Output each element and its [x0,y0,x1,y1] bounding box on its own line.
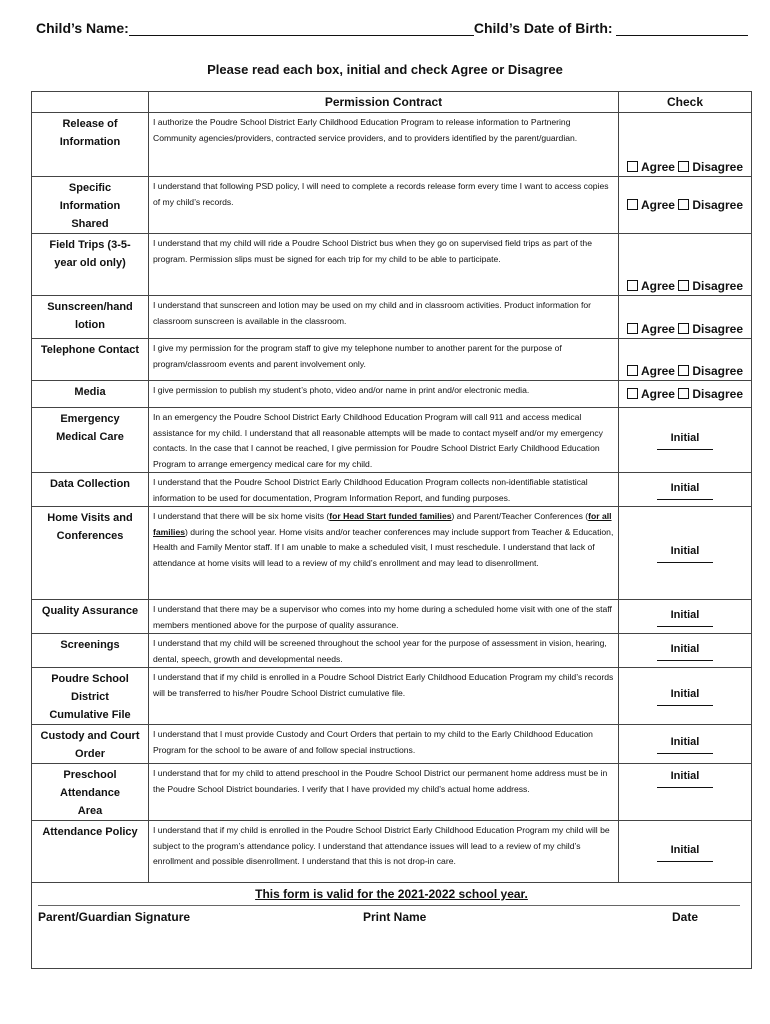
signature-line[interactable] [38,905,740,906]
row-text: I authorize the Poudre School District Early Childhood Education Program to release information to Partnering Community agencies/providers, contracted service providers, and to providers identified by the parent/guardian. [149,113,619,177]
footer-row [32,883,752,969]
row-text: I give my permission for the program staff to give my telephone number to another parent for the purpose of program/classroom events and parent involvement only. [149,339,619,381]
row-label: Data Collection [32,473,149,507]
row-text: I understand that I must provide Custody and Court Orders that pertain to my child to the Early Childhood Education Program for the school to be aware of and follow special instructions. [149,725,619,764]
row-label: Sunscreen/hand lotion [32,296,149,339]
table-row [32,339,752,381]
initial-cell [619,600,752,634]
table-row [32,821,752,883]
row-label: Poudre School District Cumulative File [32,668,149,725]
permission-contract-table [31,91,752,969]
initial-cell [619,634,752,668]
agree-disagree-check [619,296,752,339]
check-header: Check [619,92,752,113]
initial-label: Initial [670,688,700,700]
disagree-label: Disagree [692,160,744,174]
row-text: I understand that there will be six home visits (for Head Start funded families) and Parent/Teacher Conferences (for all families) during the school year. Home visits and/or teacher conferences may include support from Teacher & Education, Health and Family Mentor staff. If I am unable to make a scheduled visit, I must reschedule. I understand that lack of attendance at home visits will lead to a review of my child’s enrollment and may lead to disenrollment. [149,507,619,600]
row-label: Preschool Attendance Area [32,764,149,821]
initial-line[interactable] [657,449,713,450]
row-text: I understand that the Poudre School District Early Childhood Education Program collects non-identifiable statistical information to be used for documentation, Program Information Report, and funding purposes. [149,473,619,507]
disagree-checkbox[interactable] [678,161,689,172]
print-name-label: Print Name [363,910,427,924]
row-label: Field Trips (3-5-year old only) [32,234,149,296]
agree-checkbox[interactable] [627,280,638,291]
table-row [32,764,752,821]
row-label: Telephone Contact [32,339,149,381]
agree-checkbox[interactable] [627,388,638,399]
table-row [32,600,752,634]
row-text: I understand that sunscreen and lotion may be used on my child and in classroom activities. Product information for classroom sunscreen is available in the classroom. [149,296,619,339]
initial-label: Initial [670,770,700,782]
agree-disagree-check [619,381,752,408]
agree-checkbox[interactable] [627,323,638,334]
initial-label: Initial [670,642,700,655]
disagree-checkbox[interactable] [678,388,689,399]
table-row [32,507,752,600]
disagree-label: Disagree [692,322,744,336]
child-name-field[interactable] [129,21,474,36]
disagree-label: Disagree [692,387,744,401]
table-row [32,473,752,507]
child-name-label: Child’s Name: [36,20,129,36]
agree-label: Agree [640,198,675,212]
initial-line[interactable] [657,753,713,754]
agree-label: Agree [640,279,675,293]
initial-label: Initial [670,545,700,557]
child-dob-field[interactable] [616,21,748,36]
disagree-label: Disagree [692,364,744,378]
agree-disagree-check [619,113,752,177]
initial-line[interactable] [657,705,713,706]
table-row [32,296,752,339]
initial-cell [619,507,752,600]
row-text: I understand that my child will be screened throughout the school year for the purpose of assessment in vision, hearing, dental, speech, growth and developmental needs. [149,634,619,668]
row-label: Specific Information Shared [32,177,149,234]
disagree-checkbox[interactable] [678,365,689,376]
table-row [32,725,752,764]
row-text: I understand that for my child to attend preschool in the Poudre School District our permanent home address must be in the Poudre School District boundaries. I verify that I have provided my child’s actual home address. [149,764,619,821]
date-label: Date [672,910,699,924]
initial-line[interactable] [657,660,713,661]
initial-label: Initial [670,608,700,621]
initial-line[interactable] [657,626,713,627]
parent-signature-label: Parent/Guardian Signature [38,910,191,924]
initial-line[interactable] [657,562,713,563]
agree-disagree-check [619,234,752,296]
table-row [32,177,752,234]
row-label: Home Visits and Conferences [32,507,149,600]
permission-contract-header: Permission Contract [149,92,619,113]
instructions: Please read each box, initial and check Agree or Disagree [207,62,563,77]
row-label: Custody and Court Order [32,725,149,764]
row-text: I understand that if my child is enrolled in a Poudre School District Early Childhood Education Program my child’s records will be transferred to his/her Poudre School District cumulative file. [149,668,619,725]
initial-cell [619,473,752,507]
agree-checkbox[interactable] [627,365,638,376]
initial-cell [619,668,752,725]
footer-cell [32,883,752,969]
agree-label: Agree [640,387,675,401]
blank-header [32,92,149,113]
table-row [32,381,752,408]
row-label: Release of Information [32,113,149,177]
table-row [32,668,752,725]
row-label: Emergency Medical Care [32,408,149,473]
initial-cell [619,764,752,821]
table-row [32,113,752,177]
agree-disagree-check [619,339,752,381]
table-header-row [32,92,752,113]
initial-cell [619,821,752,883]
row-text: I give permission to publish my student’s photo, video and/or name in print and/or electronic media. [149,381,619,408]
row-text: I understand that if my child is enrolled in the Poudre School District Early Childhood Education Program my child will be subject to the program’s attendance policy. I understand that attendance issues will lead to a review of my child’s enrollment and possible disenrollment. I understand that this is not drop-in care. [149,821,619,883]
agree-checkbox[interactable] [627,161,638,172]
row-label: Screenings [32,634,149,668]
agree-label: Agree [640,160,675,174]
row-label: Attendance Policy [32,821,149,883]
head-start-emphasis: for Head Start funded families [329,511,452,521]
form-valid-note: This form is valid for the 2021-2022 school year. [255,887,528,901]
initial-cell [619,408,752,473]
initial-label: Initial [670,843,700,856]
row-text: In an emergency the Poudre School District Early Childhood Education Program will call 911 and access medical assistance for my child. I understand that all reasonable attempts will be made to contact myself and/or my emergency contacts. In the case that I cannot be reached, I give permission for Poudre School District Early Childhood Education Program to arrange emergency medical care for my child. [149,408,619,473]
disagree-checkbox[interactable] [678,199,689,210]
agree-label: Agree [640,364,675,378]
disagree-checkbox[interactable] [678,323,689,334]
initial-line[interactable] [657,861,713,862]
disagree-label: Disagree [692,198,744,212]
initial-label: Initial [670,481,700,494]
initial-line[interactable] [657,499,713,500]
agree-checkbox[interactable] [627,199,638,210]
row-text: I understand that there may be a supervisor who comes into my home during a scheduled home visit with one of the staff members mentioned above for the purpose of quality assurance. [149,600,619,634]
disagree-label: Disagree [692,279,744,293]
row-label: Media [32,381,149,408]
disagree-checkbox[interactable] [678,280,689,291]
table-row [32,408,752,473]
initial-label: Initial [670,432,700,444]
row-text: I understand that following PSD policy, I will need to complete a records release form every time I want to access copies of my child’s records. [149,177,619,234]
initial-cell [619,725,752,764]
agree-disagree-check [619,177,752,234]
initial-line[interactable] [657,787,713,788]
table-row [32,234,752,296]
initial-label: Initial [670,736,700,748]
child-dob-label: Child’s Date of Birth: [473,20,613,36]
row-text: I understand that my child will ride a Poudre School District bus when they go on supervised field trips as part of the program. Permission slips must be signed for each trip for my child to be able to participate. [149,234,619,296]
agree-label: Agree [640,322,675,336]
child-header [36,20,736,36]
row-label: Quality Assurance [32,600,149,634]
table-row [32,634,752,668]
all-families-emphasis: for all families [153,511,612,537]
